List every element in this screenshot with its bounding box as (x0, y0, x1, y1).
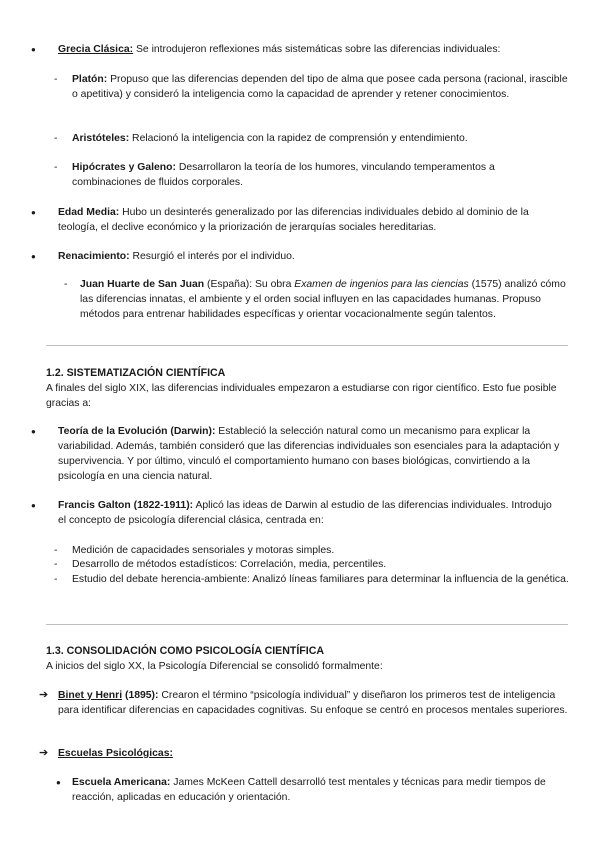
dash-icon: - (54, 133, 58, 144)
darwin-label: Teoría de la Evolución (Darwin): (58, 426, 216, 437)
section-13-heading: 1.3. CONSOLIDACIÓN COMO PSICOLOGÍA CIENTÍFICA (46, 645, 325, 657)
galton-text: Aplicó las ideas de Darwin al estudio de las diferencias individuales. Introdujo el concepto de psicología diferencial clásica, centrada en: (58, 500, 552, 526)
huarte-text-b: (1575) analizó cómo las diferencias innatas, el ambiente y el orden social influyen en las capacidades humanas. Propuso métodos para entrenar habilidades específicas y orientar vocacionalmente según talentos. (80, 279, 566, 320)
binet-paragraph (58, 688, 568, 718)
platon-label: Platón: (72, 74, 108, 85)
dash-icon: - (54, 559, 58, 570)
dash-icon: - (54, 162, 58, 173)
darwin-text: Estableció la selección natural como un mecanismo para explicar la variabilidad. Además, también consideró que las diferencias individuales son esenciales para la adaptación y supervivencia. Y por último, vinculó el comportamiento humano con bases biológicas, convirtiendo a la psicología en una ciencia natural. (58, 426, 560, 482)
aristoteles-text: Relacionó la inteligencia con la rapidez de comprensión y entendimiento. (129, 133, 468, 144)
binet-label: Binet y Henri (58, 690, 123, 701)
americana-paragraph (72, 775, 572, 805)
bullet-icon: ● (31, 45, 36, 54)
bullet-icon: ● (56, 778, 61, 787)
section-13-intro: A inicios del siglo XX, la Psicología Diferencial se consolidó formalmente: (46, 661, 383, 672)
edad-media-label: Edad Media: (58, 207, 120, 218)
galton-item: Medición de capacidades sensoriales y motoras simples. (72, 545, 335, 556)
huarte-paragraph (80, 277, 572, 322)
darwin-paragraph (58, 424, 568, 484)
dash-icon: - (64, 279, 68, 290)
bullet-icon: ● (31, 252, 36, 261)
platon-paragraph (72, 72, 568, 102)
hipocrates-label: Hipócrates y Galeno: (72, 162, 176, 173)
dash-icon: - (54, 74, 58, 85)
section-divider (46, 345, 568, 346)
section-divider (46, 624, 568, 625)
renacimiento-paragraph (58, 249, 568, 264)
binet-text: Crearon el término “psicología individual” y diseñaron los primeros test de inteligencia para identificar diferencias en capacidades cognitivas. Su enfoque se centró en procesos mentales superiores. (58, 690, 568, 716)
hipocrates-text: Desarrollaron la teoría de los humores, vinculando temperamentos a combinaciones de fluidos corporales. (72, 162, 495, 188)
huarte-label: Juan Huarte de San Juan (80, 279, 205, 290)
bullet-icon: ● (31, 427, 36, 436)
galton-item: Estudio del debate herencia-ambiente: Analizó líneas familiares para determinar la influencia de la genética. (72, 574, 569, 585)
dash-icon: - (54, 574, 58, 585)
galton-item: Desarrollo de métodos estadísticos: Correlación, media, percentiles. (72, 559, 387, 570)
bullet-icon: ● (31, 501, 36, 510)
arrow-icon: ➔ (39, 747, 49, 759)
escuelas-label: Escuelas Psicológicas: (58, 748, 173, 759)
grecia-label: Grecia Clásica: (58, 44, 134, 55)
renacimiento-label: Renacimiento: (58, 251, 130, 262)
huarte-book-title: Examen de ingenios para las ciencias (294, 279, 469, 290)
bullet-icon: ● (31, 208, 36, 217)
grecia-text: Se introdujeron reflexiones más sistemáticas sobre las diferencias individuales: (133, 44, 501, 55)
escuelas-heading (58, 746, 558, 761)
galton-label: Francis Galton (1822-1911): (58, 500, 194, 511)
renacimiento-text: Resurgió el interés por el individuo. (129, 251, 295, 262)
huarte-text-a: (España): Su obra (204, 279, 295, 290)
dash-icon: - (54, 545, 58, 556)
galton-paragraph (58, 498, 558, 528)
edad-media-text: Hubo un desinterés generalizado por las diferencias individuales debido al dominio de la teología, el declive económico y la priorización de jerarquías sociales hereditarias. (58, 207, 529, 233)
platon-text: Propuso que las diferencias dependen del tipo de alma que posee cada persona (racional, irascible o apetitiva) y consideró la inteligencia como la capacidad de aprender y retener conocimientos. (72, 74, 568, 100)
aristoteles-label: Aristóteles: (72, 133, 130, 144)
arrow-icon: ➔ (39, 689, 49, 701)
grecia-paragraph (58, 42, 578, 57)
americana-text: James McKeen Cattell desarrolló test mentales y técnicas para medir tiempos de reacción, aplicadas en educación y orientación. (72, 777, 546, 803)
binet-year: (1895): (122, 690, 159, 701)
section-12-heading: 1.2. SISTEMATIZACIÓN CIENTÍFICA (46, 367, 226, 379)
aristoteles-paragraph (72, 131, 568, 146)
hipocrates-paragraph (72, 160, 552, 190)
americana-label: Escuela Americana: (72, 777, 171, 788)
section-12-intro: A finales del siglo XIX, las diferencias individuales empezaron a estudiarse con rigor científico. Esto fue posible gracias a: (46, 383, 557, 409)
edad-media-paragraph (58, 205, 568, 235)
